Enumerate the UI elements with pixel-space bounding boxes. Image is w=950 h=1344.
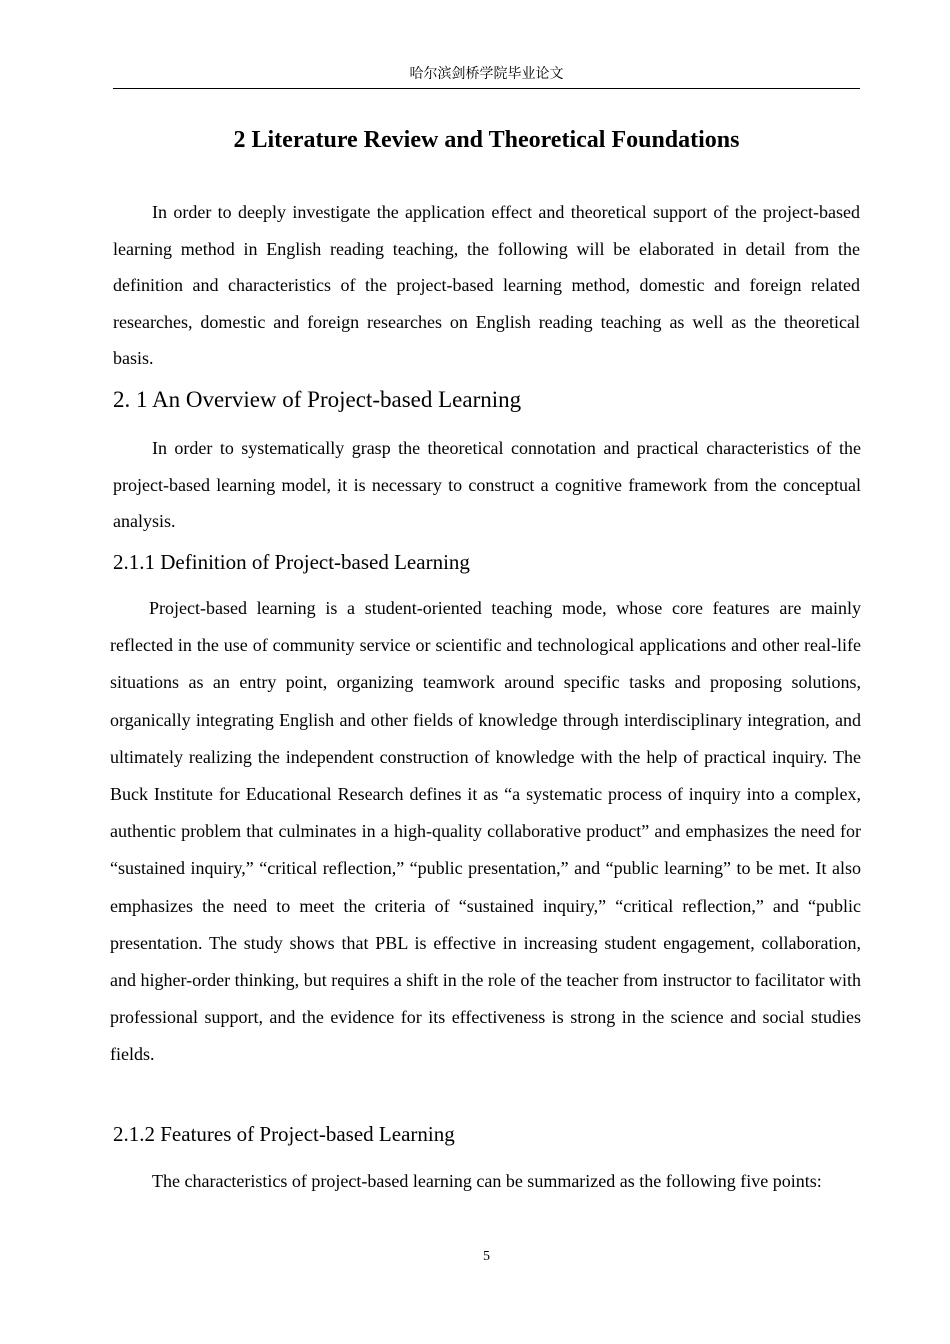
section-2-1-paragraph: In order to systematically grasp the theoretical connotation and practical characteristics of the project-based learning model, it is necessary to construct a cognitive framework from the conceptual analysis. xyxy=(113,438,861,531)
section-heading-2-1-2: 2.1.2 Features of Project-based Learning xyxy=(113,1122,455,1146)
chapter-title: 2 Literature Review and Theoretical Foundations xyxy=(233,127,740,153)
page-header: 哈尔滨剑桥学院毕业论文 xyxy=(409,67,564,82)
section-heading-2-1: 2. 1 An Overview of Project-based Learning xyxy=(113,387,522,412)
section-2-1-2-paragraph: The characteristics of project-based learning can be summarized as the following five points: xyxy=(152,1171,822,1191)
section-2-1-1-paragraph: Project-based learning is a student-oriented teaching mode, whose core features are mainly reflected in the use of community service or scientific and technological applications and other real-life situations as an entry point, organizing teamwork around specific tasks and proposing solutions, organically integrating English and other fields of knowledge through interdisciplinary integration, and ultimately realizing the independent construction of knowledge with the help of practical inquiry. The Buck Institute for Educational Research defines it as “a systematic process of inquiry into a complex, authentic problem that culminates in a high-quality collaborative product” and emphasizes the need for “sustained inquiry,” “critical reflection,” “public presentation,” and “public learning” to be met. It also emphasizes the need to meet the criteria of “sustained inquiry,” “critical reflection,” and “public presentation. The study shows that PBL is effective in increasing student engagement, collaboration, and higher-order thinking, but requires a shift in the role of the teacher from instructor to facilitator with professional support, and the evidence for its effectiveness is strong in the science and social studies fields. xyxy=(110,598,861,1065)
page-number: 5 xyxy=(483,1249,490,1264)
section-heading-2-1-1: 2.1.1 Definition of Project-based Learning xyxy=(113,550,470,574)
header-rule xyxy=(113,88,860,89)
intro-paragraph: In order to deeply investigate the application effect and theoretical support of the project-based learning method in English reading teaching, the following will be elaborated in detail from the definition and characteristics of the project-based learning method, domestic and foreign related researches, domestic and foreign researches on English reading teaching as well as the theoretical basis. xyxy=(113,202,860,368)
